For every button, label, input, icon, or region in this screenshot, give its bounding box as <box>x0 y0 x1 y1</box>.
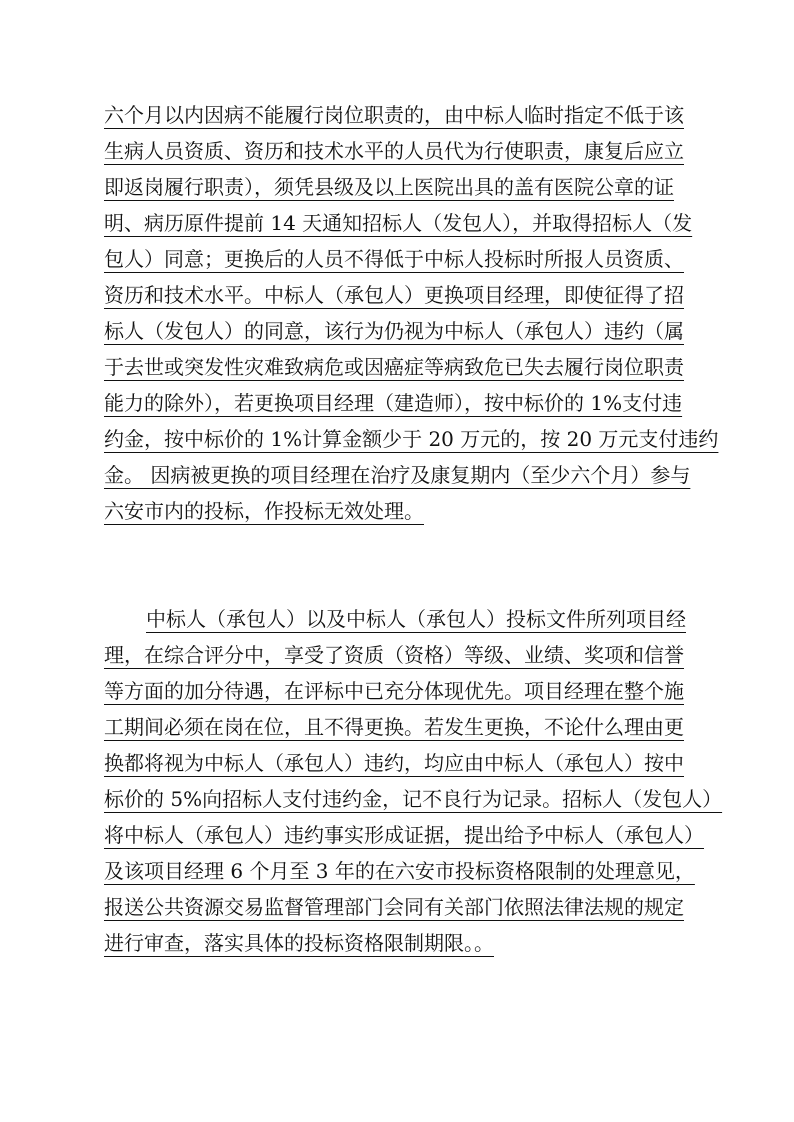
text-line <box>104 747 698 783</box>
text-line <box>104 819 704 855</box>
text-line <box>104 279 698 315</box>
line-text: 及该项目经理 6 个月至 3 年的在六安市投标资格限制的处理意见， <box>104 859 695 883</box>
text-line <box>104 207 698 243</box>
line-text: 约金，按中标价的 1%计算金额少于 20 万元的，按 20 万元支付违约 <box>104 427 719 451</box>
text-line <box>104 639 698 675</box>
line-text: 报送公共资源交易监督管理部门会同有关部门依照法律法规的规定 <box>104 895 684 919</box>
line-text: 将中标人（承包人）违约事实形成证据，提出给予中标人（承包人） <box>104 823 704 847</box>
line-text: 六个月以内因病不能履行岗位职责的，由中标人临时指定不低于该 <box>104 103 684 127</box>
line-text: 标价的 5%向招标人支付违约金，记不良行为记录。招标人（发包人） <box>104 787 723 811</box>
text-line <box>104 459 698 495</box>
text-line <box>104 855 698 891</box>
line-text: 即返岗履行职责），须凭县级及以上医院出具的盖有医院公章的证 <box>104 175 674 199</box>
line-text: 理，在综合评分中，享受了资质（资格）等级、业绩、奖项和信誉 <box>104 643 684 667</box>
text-line <box>104 603 698 639</box>
text-line <box>104 423 719 459</box>
text-line <box>104 135 698 171</box>
line-text: 六安市内的投标，作投标无效处理。 <box>104 499 424 523</box>
line-text: 工期间必须在岗在位，且不得更换。若发生更换，不论什么理由更 <box>104 715 684 739</box>
line-text: 金。 因病被更换的项目经理在治疗及康复期内（至少六个月）参与 <box>104 463 691 487</box>
line-text: 明、病历原件提前 14 天通知招标人（发包人），并取得招标人（发 <box>104 211 693 235</box>
line-text: 能力的除外），若更换项目经理（建造师），按中标价的 1%支付违 <box>104 391 683 415</box>
text-line <box>104 891 698 927</box>
line-text: 进行审查，落实具体的投标资格限制期限。。 <box>104 931 494 955</box>
line-text: 于去世或突发性灾难致病危或因癌症等病致危已失去履行岗位职责 <box>104 355 684 379</box>
line-text: 中标人（承包人）以及中标人（承包人）投标文件所列项目经 <box>146 607 686 631</box>
text-line <box>104 171 698 207</box>
text-line <box>104 675 698 711</box>
line-text: 换都将视为中标人（承包人）违约，均应由中标人（承包人）按中 <box>104 751 684 775</box>
line-text: 等方面的加分待遇，在评标中已充分体现优先。项目经理在整个施 <box>104 679 684 703</box>
text-line <box>104 783 723 819</box>
text-line <box>104 927 698 963</box>
text-line <box>104 495 698 531</box>
text-line <box>104 315 698 351</box>
text-line <box>104 387 698 423</box>
line-text: 包人）同意；更换后的人员不得低于中标人投标时所报人员资质、 <box>104 247 684 271</box>
text-line <box>104 711 698 747</box>
text-line <box>104 243 698 279</box>
paragraph-1 <box>104 99 719 531</box>
paragraph-2 <box>104 603 723 963</box>
text-line <box>104 351 698 387</box>
line-text: 生病人员资质、资历和技术水平的人员代为行使职责，康复后应立 <box>104 139 684 163</box>
text-line <box>104 99 698 135</box>
line-text: 资历和技术水平。中标人（承包人）更换项目经理，即使征得了招 <box>104 283 684 307</box>
line-text: 标人（发包人）的同意，该行为仍视为中标人（承包人）违约（属 <box>104 319 684 343</box>
